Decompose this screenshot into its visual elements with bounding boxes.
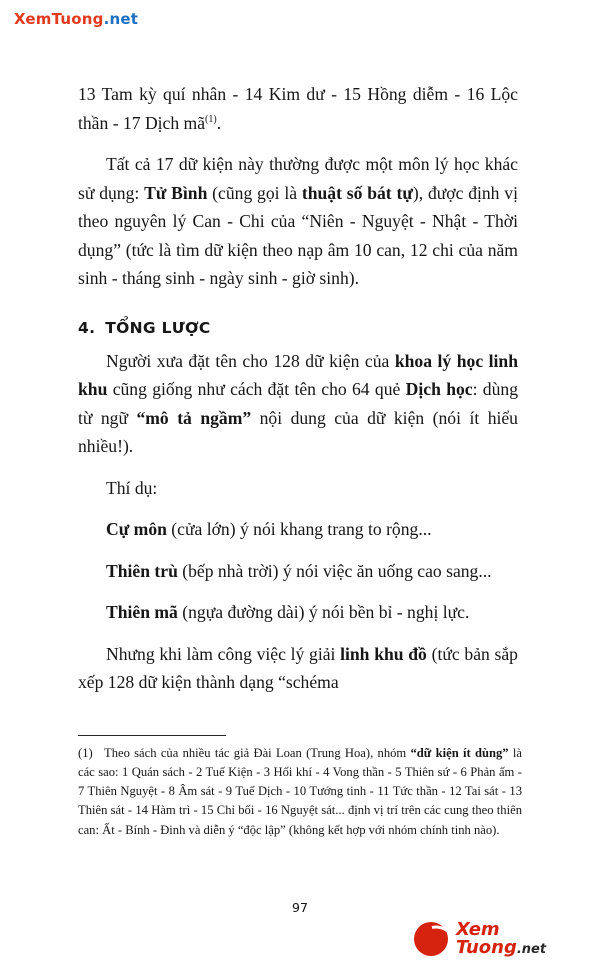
logo-text-net: .net <box>516 942 547 957</box>
section-number: 4. <box>78 318 96 337</box>
paragraph-thi-du: Thí dụ: <box>106 477 158 498</box>
p3-bold-dich-hoc: Dịch học <box>405 379 473 399</box>
p3-seg-a: Người xưa đặt tên cho 128 dữ kiện của <box>106 350 395 371</box>
p8-seg-a: Nhưng khi làm công việc lý giải <box>106 643 341 664</box>
term-cu-mon: Cự môn <box>106 519 167 539</box>
footnote-reference-marker: (1) <box>205 113 217 125</box>
watermark-net: .net <box>103 10 139 28</box>
p2-bold-bat-tu: thuật số bát tự <box>301 182 413 203</box>
paragraph-tu-binh <box>78 150 518 293</box>
section-title: TỔNG LƯỢC <box>105 318 211 337</box>
paragraph-cu-mon <box>78 515 518 544</box>
p3-bold-linh-khu: khoa lý học linh khu <box>78 350 518 399</box>
p3-bold-mo-ta-ngam: “mô tả ngầm” <box>136 407 252 428</box>
term-thien-ma: Thiên mã <box>106 602 178 622</box>
footnote-body <box>78 746 522 837</box>
site-logo[interactable] <box>414 919 582 959</box>
paragraph-thien-ma <box>78 598 518 627</box>
watermark-xem: Xem <box>14 10 52 28</box>
p2-seg-d: ), được định vị theo nguyên lý Can - Chi của “Niên - Nguyệt - Nhật - Thời dụng” (tức là tìm dữ kiện theo nạp âm 10 can, 12 chi của năm sinh - tháng sinh - ngày sinh - giờ sinh). <box>78 182 518 288</box>
p2-seg-a: Tất cả 17 dữ kiện này thường được một môn lý học khác sử dụng: <box>78 154 518 203</box>
site-watermark-top <box>14 10 138 28</box>
term-thien-tru: Thiên trù <box>106 560 178 581</box>
p7-rest: (ngựa đường dài) ý nói bền bỉ - nghị lực. <box>177 602 470 622</box>
logo-circle-icon <box>414 920 452 958</box>
p8-seg-c: (tức bản sắp xếp 128 dữ kiện thành dạng “schéma <box>78 643 518 692</box>
paragraph-linh-khu-do <box>78 640 518 697</box>
page-content <box>78 80 518 697</box>
fn-seg-c: là các sao: 1 Quán sách - 2 Tuế Kiện - 3 Hối khí - 4 Vong thần - 5 Thiên sứ - 6 Phản ấm - 7 Thiên Nguyệt - 8 Âm sát - 9 Tuế Dịch - 10 Tướng tinh - 11 Tức thần - 12 Tai sát - 13 Thiên sát - 14 Hàm trì - 15 Chỉ bối - 16 Nguyệt sát... định vị trí trên các cung theo thiên can: Ất - Bính - Đinh và diễn ý “độc lập” (không kết hợp với nhóm chính tinh nào). <box>78 746 522 837</box>
p3-seg-d: : dùng từ ngữ <box>78 379 518 428</box>
p2-bold-tu-binh: Tử Bình <box>144 182 208 203</box>
footnote-marker: (1) <box>78 746 93 760</box>
logo-text-main: Xem Tuong <box>456 919 517 958</box>
p2-seg-c: (cũng gọi là <box>207 182 302 203</box>
paragraph-thien-tru <box>78 557 518 586</box>
paragraph-star-list-text: 13 Tam kỳ quí nhân - 14 Kim dư - 15 Hồng diễm - 16 Lộc thần - 17 Dịch mã <box>78 84 518 133</box>
watermark-tuong: Tuong <box>51 10 104 28</box>
paragraph-star-list-tail: . <box>216 112 222 133</box>
footnote-separator <box>78 735 226 736</box>
section-heading-tong-luoc <box>78 319 518 337</box>
fn-seg-a: Theo sách của nhiều tác giả Đài Loan (Trung Hoa), nhóm <box>104 746 411 760</box>
p3-seg-c: cũng giống như cách đặt tên cho 64 quẻ <box>107 379 406 399</box>
logo-text <box>456 921 582 957</box>
p3-seg-e: nội dung của dữ kiện (nói ít hiểu nhiều!). <box>78 407 518 456</box>
paragraph-dat-ten <box>78 347 518 461</box>
page-number: 97 <box>292 900 308 915</box>
p8-bold-linh-khu-do: linh khu đồ <box>340 643 427 664</box>
footnote-block <box>78 744 522 840</box>
paragraph-star-list <box>78 80 518 137</box>
p6-rest: (bếp nhà trời) ý nói việc ăn uống cao sang... <box>177 560 492 581</box>
p5-rest: (cửa lớn) ý nói khang trang to rộng... <box>166 519 432 539</box>
fn-bold-du-kien-it-dung: “dữ kiện ít dùng” <box>410 746 509 760</box>
